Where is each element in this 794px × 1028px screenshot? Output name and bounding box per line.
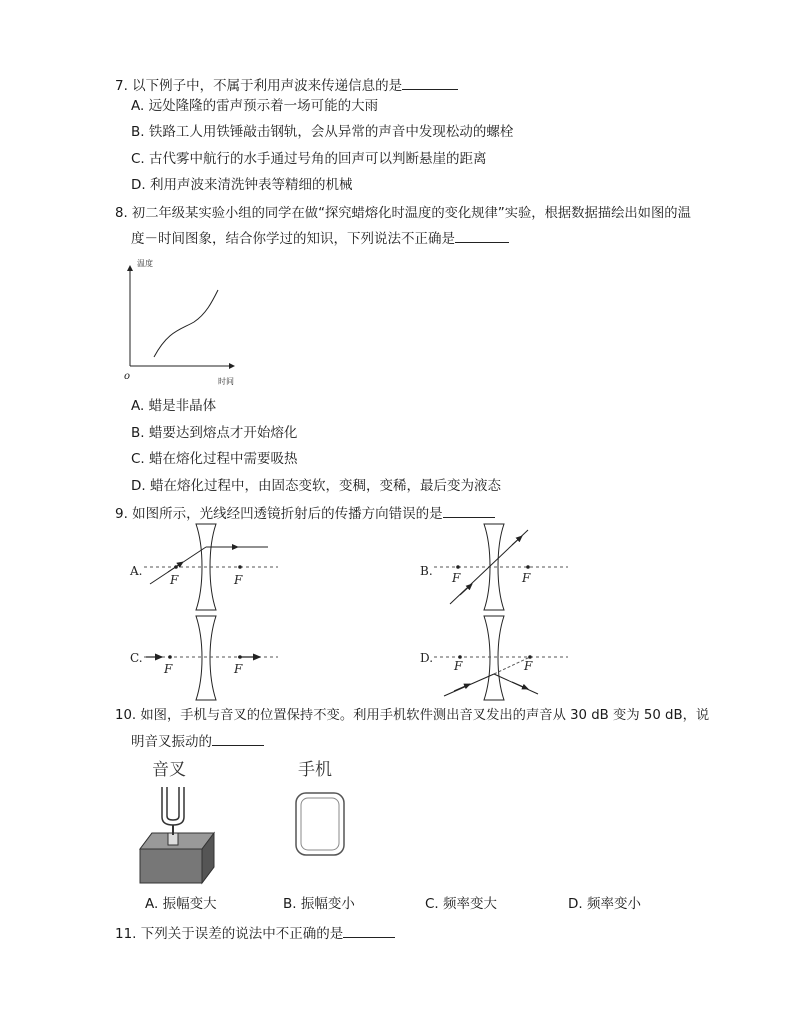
panel-d-label: D.	[420, 651, 434, 665]
q10-option-b: B. 振幅变小	[283, 896, 355, 912]
focus-right-label: F	[234, 573, 243, 587]
q10-option-a: A. 振幅变大	[145, 896, 217, 912]
q9-panel-b	[418, 522, 578, 614]
focus-left-label: F	[452, 571, 461, 585]
panel-b-label: B.	[420, 564, 433, 578]
focus-right-label: F	[234, 662, 243, 676]
q10-stem-line1: 10. 如图，手机与音叉的位置保持不变。利用手机软件测出音叉发出的声音从 30 dB 变为 50 dB，说	[115, 708, 710, 723]
q8-temperature-time-graph	[118, 256, 258, 390]
phone-label: 手机	[298, 760, 332, 780]
tuning-fork-icon	[162, 787, 184, 825]
q8-option-b: B. 蜡要达到熔点才开始熔化	[131, 425, 298, 441]
q8-stem-line2: 度－时间图象，结合你学过的知识，下列说法不正确是	[131, 230, 509, 248]
phone-icon	[296, 793, 344, 855]
q9-stem: 9. 如图所示，光线经凹透镜折射后的传播方向错误的是	[115, 505, 495, 523]
concave-lens	[484, 616, 504, 700]
q10-stem-line2: 明音叉振动的	[131, 733, 264, 751]
focus-left-point	[168, 655, 172, 659]
concave-lens	[196, 616, 216, 700]
q10-option-c: C. 频率变大	[425, 896, 498, 912]
temperature-curve	[154, 290, 218, 357]
x-axis-label: 时间	[218, 377, 234, 386]
q7-stem: 7. 以下例子中，不属于利用声波来传递信息的是	[115, 77, 458, 95]
y-axis-label: 温度	[137, 259, 153, 268]
focus-right-label: F	[522, 571, 531, 585]
q7-option-d: D. 利用声波来清洗钟表等精细的机械	[131, 177, 353, 193]
panel-a-label: A.	[130, 564, 143, 578]
focus-left-label: F	[454, 659, 463, 673]
focus-left-label: F	[164, 662, 173, 676]
panel-c-label: C.	[130, 651, 143, 665]
focus-right-point	[238, 565, 242, 569]
q8-option-c: C. 蜡在熔化过程中需要吸热	[131, 451, 298, 467]
q8-option-a: A. 蜡是非晶体	[131, 398, 217, 414]
focus-right-label: F	[524, 659, 533, 673]
q9-panel-a	[128, 522, 288, 614]
focus-right-point	[526, 565, 530, 569]
q7-option-b: B. 铁路工人用铁锤敲击钢轨，会从异常的声音中发现松动的螺栓	[131, 124, 514, 140]
q10-phone-figure	[282, 755, 362, 875]
q10-option-d: D. 频率变小	[568, 896, 641, 912]
fork-label: 音叉	[152, 760, 186, 780]
q8-stem-line1: 8. 初二年级某实验小组的同学在做“探究蜡熔化时温度的变化规律”实验，根据数据描绘出如图的温	[115, 206, 691, 221]
q10-tuning-fork-figure	[134, 755, 224, 889]
q9-panel-d	[418, 612, 578, 704]
origin-label: o	[124, 371, 131, 382]
q7-option-c: C. 古代雾中航行的水手通过号角的回声可以判断悬崖的距离	[131, 151, 487, 167]
q8-option-d: D. 蜡在熔化过程中，由固态变软，变稠，变稀，最后变为液态	[131, 478, 501, 494]
q7-option-a: A. 远处隆隆的雷声预示着一场可能的大雨	[131, 98, 379, 114]
focus-left-label: F	[170, 573, 179, 587]
q11-stem: 11. 下列关于误差的说法中不正确的是	[115, 925, 395, 943]
focus-left-point	[456, 565, 460, 569]
q9-panel-c	[128, 612, 288, 704]
